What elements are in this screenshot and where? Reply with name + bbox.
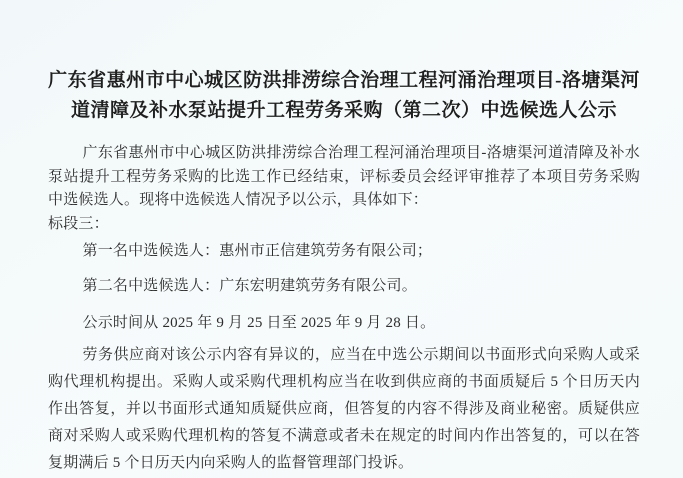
candidate-line-first: 第一名中选候选人：惠州市正信建筑劳务有限公司； (82, 243, 433, 259)
title-line-2: 道清障及补水泵站提升工程劳务采购（第二次）中选候选人公示 (70, 100, 617, 121)
candidate-line-second: 第二名中选候选人：广东宏明建筑劳务有限公司。 (82, 277, 417, 294)
document-title (48, 66, 640, 126)
document-content (48, 66, 640, 477)
objection-paragraph: 劳务供应商对该公示内容有异议的，应当在中选公示期间以书面形式向采购人或采购代理机构提出。采购人或采购代理机构应当在收到供应商的书面质疑后 5 个日历天内作出答复，并以书面形式通知质疑供应商，但答复的内容不得涉及商业秘密。质疑供应商对采购人或采购代理机构的答复不满意或者未在规定的时间内作出答复的，可以在答复期满后 5 个日历天内向采购人的监督管理部门投诉。 (48, 346, 640, 471)
title-line-1: 广东省惠州市中心城区防洪排涝综合治理工程河涌治理项目-洛塘渠河 (48, 70, 640, 91)
publicity-period-line: 公示时间从 2025 年 9 月 25 日至 2025 年 9 月 28 日。 (82, 315, 436, 331)
intro-paragraph: 广东省惠州市中心城区防洪排涝综合治理工程河涌治理项目-洛塘渠河道清障及补水泵站提升工程劳务采购的比选工作已经结束，评标委员会经评审推荐了本项目劳务采购中选候选人。现将中选候选人情况予以公示，具体如下： (48, 145, 640, 208)
section-label: 标段三： (48, 215, 109, 232)
